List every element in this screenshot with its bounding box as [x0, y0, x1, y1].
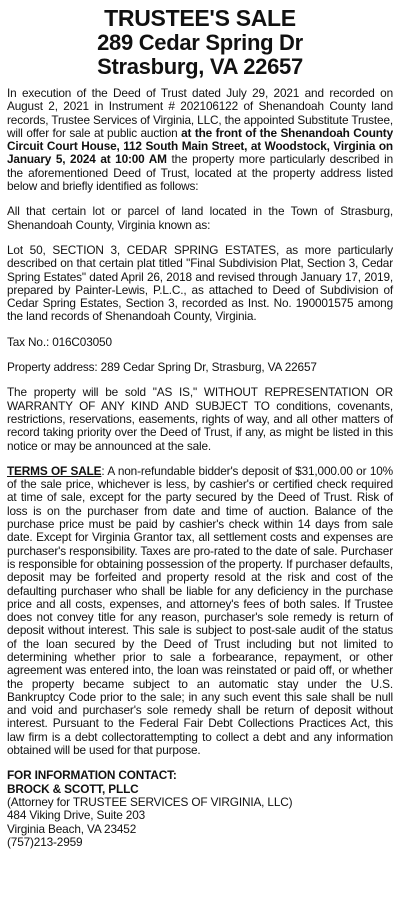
lot-description-paragraph: Lot 50, SECTION 3, CEDAR SPRING ESTATES, as more particularly described on that certain plat titled "Final Subdivision Plat, Section 3, Cedar Spring Estates" dated April 26, 2018 and revised through January 17, 2019, prepared by Painter-Lewis, P.L.C., as attached to Deed of Subdivision of Cedar Spring Estates, Section 3, recorded as Inst. No. 190001575 among the land records of Shenandoah County, Virginia.: [7, 242, 393, 324]
intro-text-1: In execution of the Deed of Trust dated July 29, 2021 and recorded on August 2, 2021 in Instrument # 202106122 of Shenandoah County land records, Trustee Services of Virginia, LLC, the appointed Substitute Trustee, will offer for sale at public auction: [7, 86, 393, 140]
intro-paragraph: [7, 87, 393, 193]
address-line-2: Virginia Beach, VA 23452: [7, 821, 137, 836]
terms-paragraph: [7, 465, 393, 758]
land-intro-paragraph: All that certain lot or parcel of land located in the Town of Strasburg, Shenandoah County, Virginia known as:: [7, 204, 393, 232]
property-city: Strasburg, VA 22657: [97, 54, 303, 79]
tax-number: Tax No.: 016C03050: [7, 334, 112, 349]
as-is-paragraph: The property will be sold "AS IS," WITHOUT REPRESENTATION OR WARRANTY OF ANY KIND AND SUBJECT TO conditions, covenants, restrictions, reservations, easements, rights of way, and all other matters of record taking priority over the Deed of Trust, if any, as might be listed in this notice or may be announced at the sale.: [7, 385, 393, 453]
terms-text: : A non-refundable bidder's deposit of $31,000.00 or 10% of the sale price, whichever is less, by cashier's or certified check required at time of sale, except for the party secured by the Deed of Trust. Risk of loss is on the purchaser from date and time of auction. Balance of the purchase price must be paid by cashier's check within 14 days from sale date. Except for Virginia Grantor tax, all settlement costs and expenses are purchaser's responsibility. Taxes are pro-rated to the date of sale. Purchaser is responsible for obtaining possession of the property. If purchaser defaults, deposit may be forfeited and property resold at the risk and cost of the defaulting purchaser who shall be liable for any deficiency in the purchase price and all costs, expenses, and attorney's fees of both sales. If Trustee does not convey title for any reason, purchaser's sole remedy is return of deposit without interest. This sale is subject to post-sale audit of the status of the loan secured by the Deed of Trust including but not limited to determining whether prior to sale a forbearance, repayment, or other agreement was entered into, the loan was reinstated or paid off, or whether the property became subject to an automatic stay under the U.S. Bankruptcy Code prior to the sale; in any such event this sale shall be null and void and purchaser's sole remedy shall be return of deposit without interest. Pursuant to the Federal Fair Debt Collections Practices Act, this law firm is a debt collectorattempting to collect a debt and any information obtained will be used for that purpose.: [7, 463, 393, 758]
intro-text-2: the property more particularly described in the aforementioned Deed of Trust, located at the property address listed below and briefly identified as follows:: [7, 152, 393, 194]
property-address: Property address: 289 Cedar Spring Dr, Strasburg, VA 22657: [7, 360, 317, 375]
notice-header: [7, 6, 393, 79]
terms-label: TERMS OF SALE: [7, 463, 102, 478]
auction-location-date: at the front of the Shenandoah County Circuit Court House, 112 South Main Street, at Woodstock, Virginia on January 5, 2024 at 10:00 AM: [7, 125, 393, 167]
contact-block: [7, 769, 393, 849]
property-street: 289 Cedar Spring Dr: [97, 30, 303, 55]
attorney-for-line: (Attorney for TRUSTEE SERVICES OF VIRGINIA, LLC): [7, 794, 293, 809]
contact-heading: FOR INFORMATION CONTACT:: [7, 768, 177, 783]
address-line-1: 484 Viking Drive, Suite 203: [7, 808, 146, 823]
notice-title: TRUSTEE'S SALE: [104, 5, 296, 31]
phone-number: (757)213-2959: [7, 834, 83, 849]
law-firm-name: BROCK & SCOTT, PLLC: [7, 781, 139, 796]
